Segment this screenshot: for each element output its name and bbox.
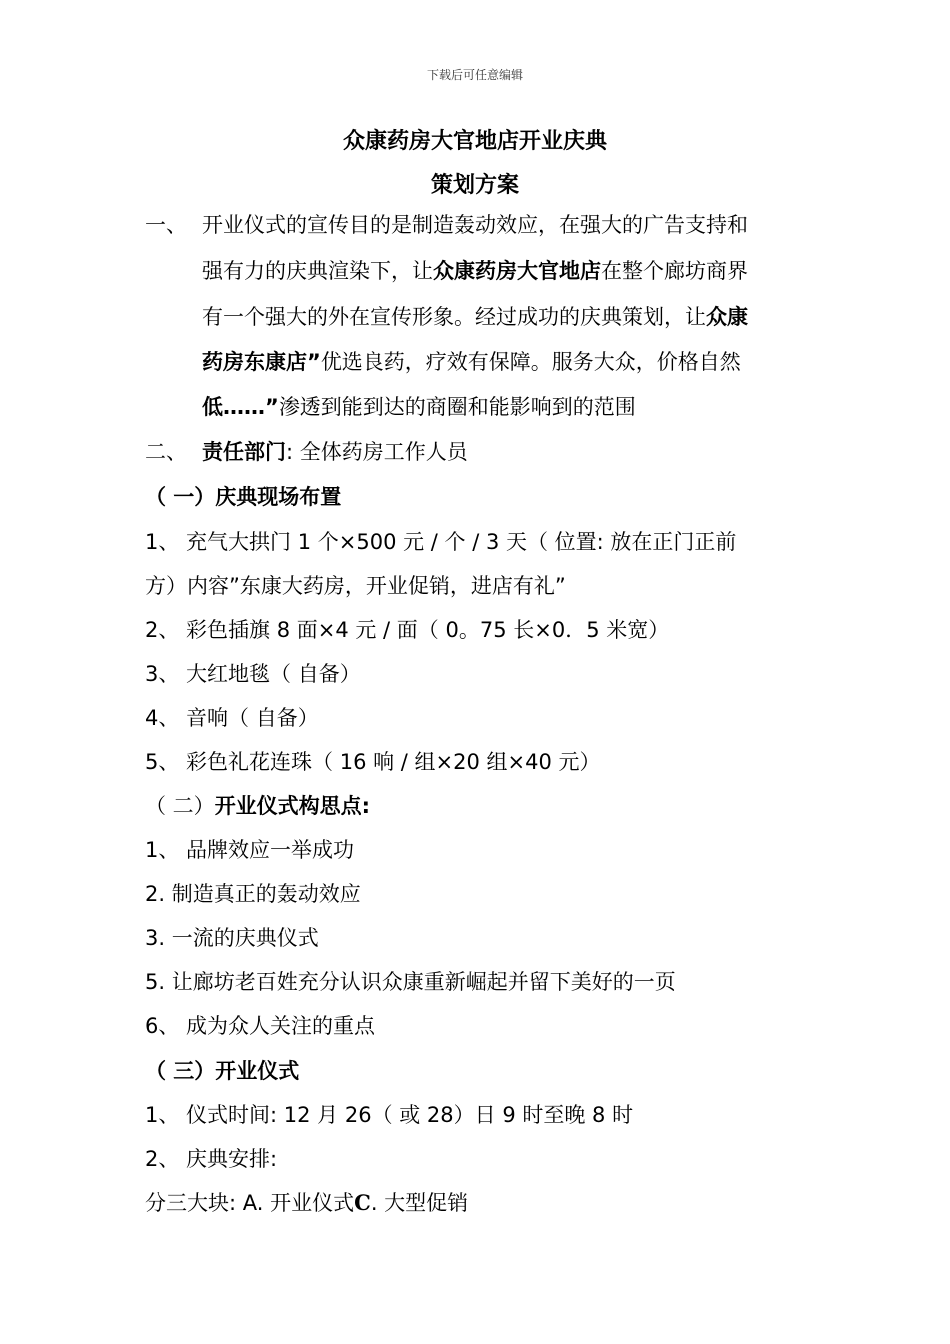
document-title: 众康药房大官地店开业庆典 <box>342 129 607 154</box>
sub1-heading: （ 一）庆典现场布置 <box>145 485 342 509</box>
sub2-heading <box>145 792 370 820</box>
section1-line3-a: 有一个强大的外在宣传形象。经过成功的庆典策划，让 <box>202 305 706 329</box>
sub3-item1: 1、 仪式时间: 12 月 26（ 或 28）日 9 时至晚 8 时 <box>145 1103 634 1127</box>
sub1-item5: 5、 彩色礼花连珠（ 16 响 / 组×20 组×40 元） <box>145 750 601 774</box>
section2-marker: 二、 <box>145 440 187 464</box>
sub3-item2: 2、 庆典安排: <box>145 1147 278 1171</box>
sub2-item5: 6、 成为众人关注的重点 <box>145 1014 376 1038</box>
section1-line4-b: 优选良药，疗效有保障。服务大众，价格自然 <box>320 350 741 374</box>
section1-line3 <box>202 303 748 331</box>
sub3-item3-a: 分三大块: A. 开业仪式 <box>145 1191 355 1215</box>
sub1-item2: 2、 彩色插旗 8 面×4 元 / 面（ 0。75 长×0．5 米宽） <box>145 618 670 642</box>
sub2-heading-b: 开业仪式构思点: <box>214 794 371 818</box>
section1-marker: 一、 <box>145 213 187 237</box>
section1-line4 <box>202 348 741 376</box>
section1-line2 <box>202 257 748 285</box>
sub3-item3-b: C <box>354 1190 371 1215</box>
sub3-item3-c: . 大型促销 <box>370 1191 469 1215</box>
header-note: 下载后可任意编辑 <box>426 68 523 82</box>
sub1-item1-line2: 方）内容”东康大药房，开业促销，进店有礼” <box>145 574 566 598</box>
document-subtitle: 策划方案 <box>430 173 519 198</box>
sub3-heading: （ 三）开业仪式 <box>145 1059 300 1083</box>
sub2-item4: 5. 让廊坊老百姓充分认识众康重新崛起并留下美好的一页 <box>145 970 676 994</box>
sub1-item3: 3、 大红地毯（ 自备） <box>145 662 361 686</box>
section2-label: 责任部门 <box>202 440 286 464</box>
section1-line1: 开业仪式的宣传目的是制造轰动效应，在强大的广告支持和 <box>202 213 748 237</box>
section2-text: : 全体药房工作人员 <box>286 440 468 464</box>
section1-line2-a: 强有力的庆典渲染下，让 <box>202 259 433 283</box>
sub2-item1: 1、 品牌效应一举成功 <box>145 838 355 862</box>
store-name-bold: 众康药房大官地店 <box>433 259 601 283</box>
sub2-item2: 2. 制造真正的轰动效应 <box>145 882 361 906</box>
section1-line5 <box>202 393 636 421</box>
sub1-item1-line1: 1、 充气大拱门 1 个×500 元 / 个 / 3 天（ 位置: 放在正门正前 <box>145 530 737 554</box>
sub3-item3 <box>145 1189 468 1217</box>
sub1-item4: 4、 音响（ 自备） <box>145 706 319 730</box>
section1-line4-a: 药房东康店” <box>202 350 321 374</box>
section1-line2-c: 在整个廊坊商界 <box>601 259 748 283</box>
section1-line5-a: 低……” <box>202 395 279 419</box>
section1-line5-b: 渗透到能到达的商圈和能影响到的范围 <box>278 395 636 419</box>
section1-line3-b: 众康 <box>706 305 748 329</box>
sub2-heading-a: （ 二） <box>145 794 215 818</box>
section2-line <box>202 438 468 466</box>
sub2-item3: 3. 一流的庆典仪式 <box>145 926 319 950</box>
